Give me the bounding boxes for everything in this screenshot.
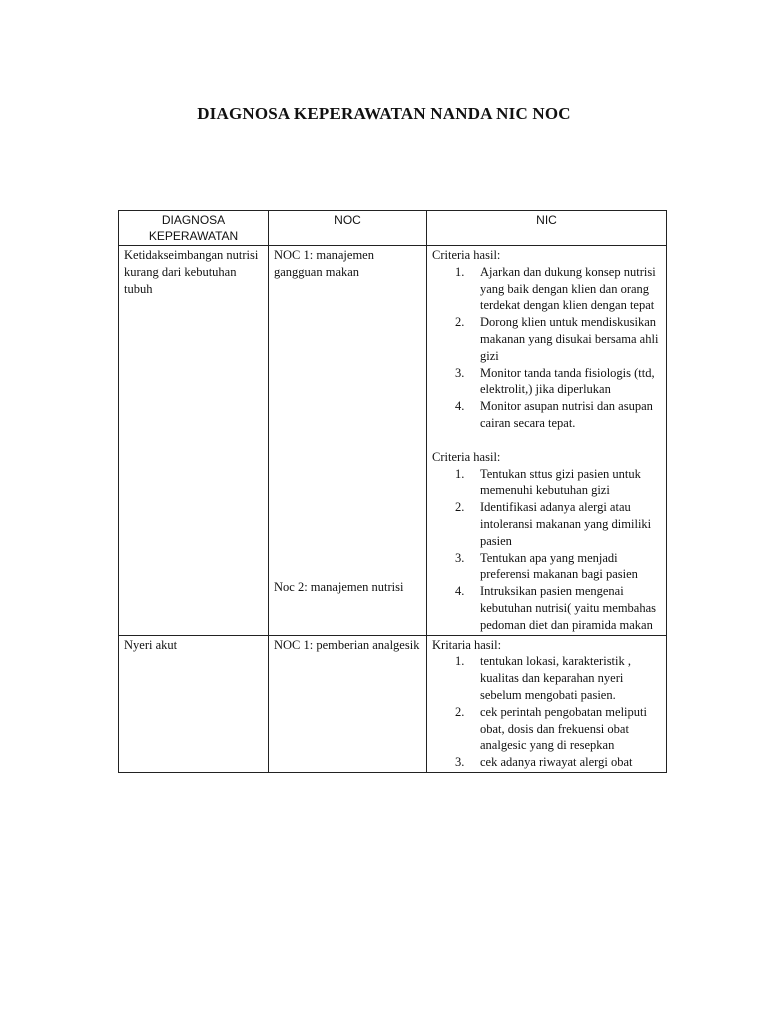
list-item: 2. Identifikasi adanya alergi atau intoleransi makanan yang dimiliki pasien (455, 500, 652, 548)
noc-outcome: NOC 1: manajemen gangguan makan (274, 248, 374, 279)
nic-cell (427, 246, 667, 636)
list-item: 3. cek adanya riwayat alergi obat (455, 755, 633, 770)
diagnosis-cell (119, 635, 269, 772)
noc-cell (269, 635, 427, 772)
header-noc: NOC (269, 211, 427, 246)
intervention-list (432, 264, 661, 432)
criteria-label: Criteria hasil: (432, 248, 501, 262)
list-item: 2. Dorong klien untuk mendiskusikan makanan yang disukai bersama ahli gizi (455, 315, 659, 363)
nursing-care-table (118, 210, 667, 773)
noc-outcome: Noc 2: manajemen nutrisi (274, 579, 404, 594)
intervention-list (432, 653, 661, 771)
criteria-label: Criteria hasil: (432, 449, 501, 464)
diagnosis-text: Nyeri akut (124, 637, 178, 652)
noc-outcome: NOC 1: pemberian analgesik (274, 637, 420, 652)
header-diagnosa: DIAGNOSA KEPERAWATAN (119, 211, 269, 246)
header-nic: NIC (427, 211, 667, 246)
list-item: 4. Monitor asupan nutrisi dan asupan cairan secara tepat. (455, 399, 653, 430)
table-row (119, 246, 667, 636)
list-item: 4. Intruksikan pasien mengenai kebutuhan nutrisi( yaitu membahas pedoman diet dan piramida makan (455, 584, 657, 632)
list-item: 3. Monitor tanda tanda fisiologis (ttd, elektrolit,) jika diperlukan (455, 365, 655, 397)
list-item: 1. Ajarkan dan dukung konsep nutrisi yang baik dengan klien dan orang terdekat dengan klien dengan tepat (455, 264, 656, 313)
noc-cell (269, 246, 427, 636)
list-item: 3. Tentukan apa yang menjadi preferensi makanan bagi pasien (455, 550, 638, 582)
criteria-label: Kritaria hasil: (432, 637, 502, 652)
document-title: DIAGNOSA KEPERAWATAN NANDA NIC NOC (197, 104, 571, 123)
list-item: 1. Tentukan sttus gizi pasien untuk memenuhi kebutuhan gizi (455, 466, 641, 498)
nic-cell (427, 635, 667, 772)
diagnosis-text: Ketidakseimbangan nutrisi kurang dari kebutuhan tubuh (124, 248, 259, 296)
intervention-list (432, 466, 661, 634)
table-header-row (119, 211, 667, 246)
diagnosis-cell (119, 246, 269, 636)
list-item: 2. cek perintah pengobatan meliputi obat, dosis dan frekuensi obat analgesic yang di resepkan (455, 704, 647, 753)
table-row (119, 635, 667, 772)
list-item: 1. tentukan lokasi, karakteristik , kualitas dan keparahan nyeri sebelum mengobati pasien. (455, 654, 632, 702)
